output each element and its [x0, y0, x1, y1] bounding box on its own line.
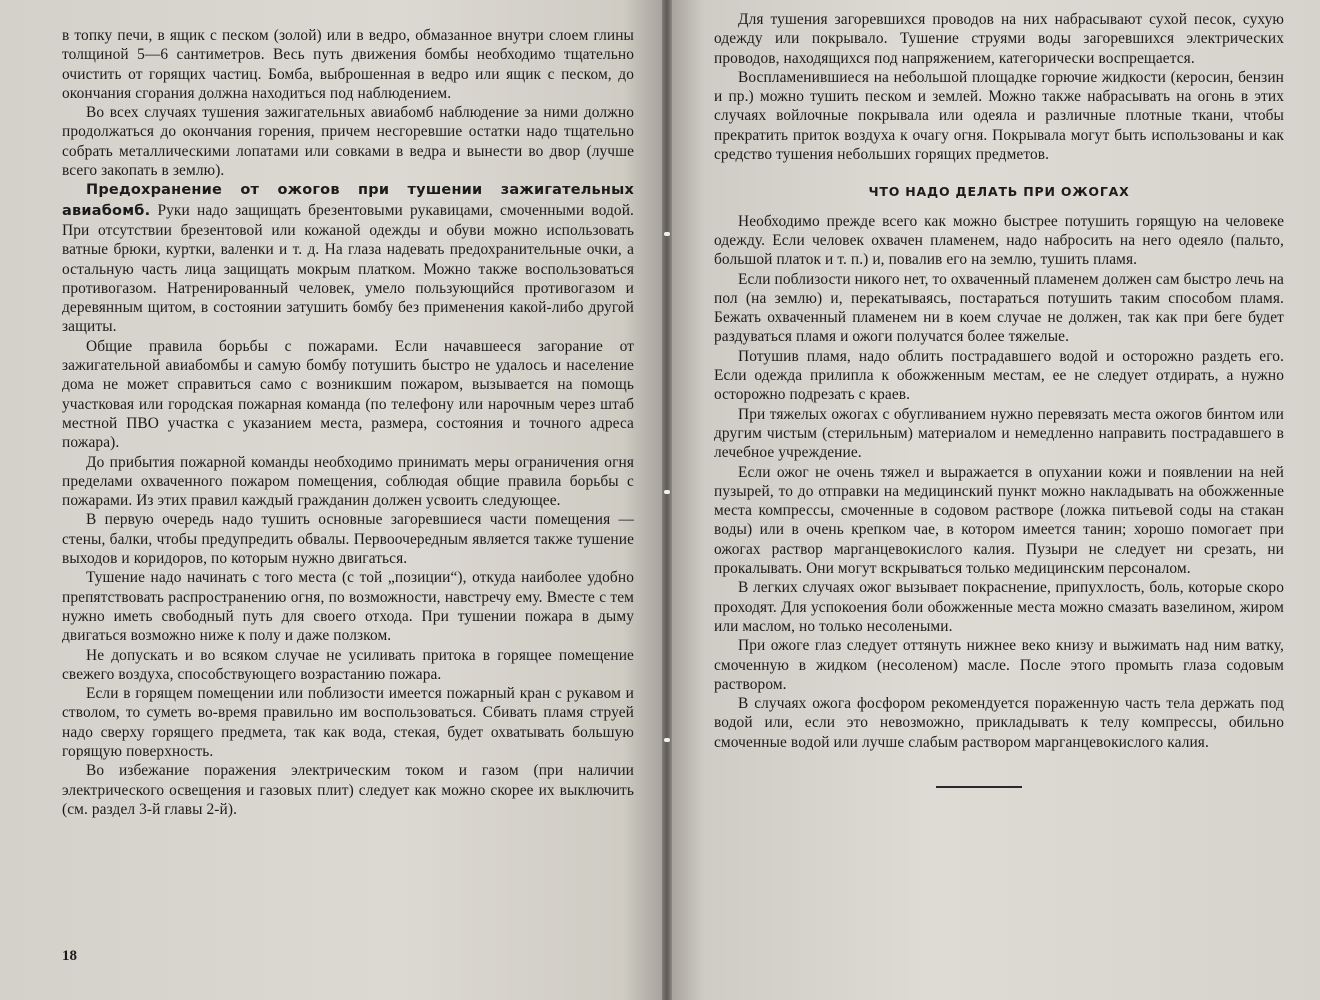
paragraph: Если ожог не очень тяжел и выражается в опухании кожи и появлении на ней пузырей, то до отправки на медицинский пункт можно накладывать на обожженные места компрессы, смоченные в содовом растворе (ложка питьевой соды на стакан воды) или в очень крепком чае, в котором имеется танин; хорошо помогает при ожогах раствор марганцевокислого калия. Пузыри не следует ни срезать, ни прокалывать. Они могут вскрываться только медицинским персоналом.	[714, 463, 1284, 578]
subheading: Предохранение от ожогов при тушении зажигательных авиабомб.	[62, 182, 634, 219]
paragraph: Если в горящем помещении или поблизости имеется пожарный кран с рукавом и стволом, то суметь во-время правильно им воспользоваться. Сбивать пламя струей надо сверху горящего предмета, так как вода, стекая, будет охватывать большую горящую поверхность.	[62, 685, 634, 760]
paragraph: До прибытия пожарной команды необходимо принимать меры ограничения огня пределами охваченного пожаром помещения, соблюдая общие правила борьбы с пожарами. Из этих правил каждый гражданин должен усвоить следующее.	[62, 453, 634, 510]
end-rule	[936, 786, 1022, 788]
paragraph: Если поблизости никого нет, то охваченный пламенем должен сам быстро лечь на пол (на землю) и, перекатываясь, постараться потушить таким способом пламя. Бежать охваченный пламенем ни в коем случае не должен, так как при беге будет раздуваться пламя и ожоги получатся более тяжелые.	[714, 270, 1284, 346]
paragraph: В легких случаях ожог вызывает покраснение, припухлость, боль, которые скоро проходят. Для успокоения боли обожженные места можно смазать вазелином, жиром или маслом, но только несолеными.	[714, 579, 1284, 635]
paragraph-with-subheading	[62, 180, 634, 336]
right-page	[672, 0, 1320, 1000]
paragraph: Воспламенившиеся на небольшой площадке горючие жидкости (керосин, бензин и пр.) можно тушить песком и землей. Можно также набрасывать на огонь в этих случаях войлочные покрывала или одеяла и различные плотные ткани, чтобы прекратить приток воздуха к очагу огня. Покрывала могут быть использованы и как средство тушения небольших горящих предметов.	[714, 68, 1284, 164]
binding-stitch	[664, 490, 670, 494]
paragraph: Во всех случаях тушения зажигательных авиабомб наблюдение за ними должно продолжаться до окончания горения, причем несгоревшие остатки надо тщательно собрать металлическими лопатами или совками в ведра и вынести во двор (лучше всего закопать в землю).	[62, 104, 634, 180]
section-title: ЧТО НАДО ДЕЛАТЬ ПРИ ОЖОГАХ	[868, 184, 1130, 200]
paragraph: Общие правила борьбы с пожарами. Если начавшееся загорание от зажигательной авиабомбы и самую бомбу потушить быстро не удалось и население дома не может справиться само с возникшим пожаром, вызывается на помощь участковая или городская пожарная команда (по телефону или нарочным через штаб местной ПВО участка с указанием места, размера, состояния и точного адреса пожара).	[62, 337, 634, 452]
paragraph: При тяжелых ожогах с обугливанием нужно перевязать места ожогов бинтом или другим чистым (стерильным) материалом и немедленно направить пострадавшего в лечебное учреждение.	[714, 405, 1284, 462]
paragraph: Во избежание поражения электрическим током и газом (при наличии электрического освещения и газовых плит) следует как можно скорее их выключить (см. раздел 3-й главы 2-й).	[62, 762, 634, 818]
paragraph: Потушив пламя, надо облить пострадавшего водой и осторожно раздеть его. Если одежда прилипла к обожженным местам, ее не следует отдирать, а нужно осторожно подрезать с краев.	[714, 347, 1284, 404]
binding-stitch	[664, 232, 670, 236]
paragraph: Тушение надо начинать с того места (с той „позиции“), откуда наиболее удобно препятствовать распространению огня, по возможности, навстречу ему. Вместе с тем нужно иметь свободный путь для своего отхода. При тушении пожара в дыму двигаться возможно ниже к полу и даже ползком.	[62, 569, 634, 645]
paragraph: В случаях ожога фосфором рекомендуется пораженную часть тела держать под водой или, если это невозможно, прикладывать к телу компрессы, обильно смоченные водой или лучше слабым раствором марганцевокислого калия.	[714, 695, 1284, 751]
paragraph: В первую очередь надо тушить основные загоревшиеся части помещения — стены, балки, чтобы предупредить обвалы. Первоочередным является также тушение выходов и коридоров, по которым нужно двигаться.	[62, 511, 634, 568]
paragraph: Необходимо прежде всего как можно быстрее потушить горящую на человеке одежду. Если человек охвачен пламенем, надо набросить на него одеяло (пальто, большой платок и т. п.) и, повалив его на землю, тушить пламя.	[714, 212, 1284, 269]
paragraph: в топку печи, в ящик с песком (золой) или в ведро, обмазанное внутри слоем глины толщиной 5—6 сантиметров. Весь путь движения бомбы необходимо тщательно очистить от горящих частиц. Бомба, выброшенная в ведро или ящик с песком, до окончания сгорания должна находиться под наблюдением.	[62, 27, 634, 102]
paragraph: При ожоге глаз следует оттянуть нижнее веко книзу и выжимать над ним ватку, смоченную в жидком (несоленом) масле. После этого промыть глаза содовым раствором.	[714, 637, 1284, 693]
binding-stitch	[664, 738, 670, 742]
paragraph-body: Руки надо защищать брезентовыми рукавицами, смоченными водой. При отсутствии брезентовой или кожаной одежды и обуви можно использовать ватные брюки, куртки, валенки и т. д. На глаза надевать предохранительные очки, а остальную часть лица защищать мокрым платком. Можно также воспользоваться противогазом. Натренированный человек, умело пользующийся противогазом и деревянным щитом, в состоянии затушить бомбу без применения какой-либо другой защиты.	[62, 201, 634, 336]
book-gutter	[662, 0, 672, 1000]
paragraph: Не допускать и во всяком случае не усиливать притока в горящее помещение свежего воздуха, способствующего возрастанию пожара.	[62, 646, 634, 683]
page-number: 18	[62, 948, 77, 964]
paragraph: Для тушения загоревшихся проводов на них набрасывают сухой песок, сухую одежду или покрывало. Тушение струями воды загоревшихся электрических проводов, находящихся под напряжением, категорически воспрещается.	[714, 11, 1284, 67]
